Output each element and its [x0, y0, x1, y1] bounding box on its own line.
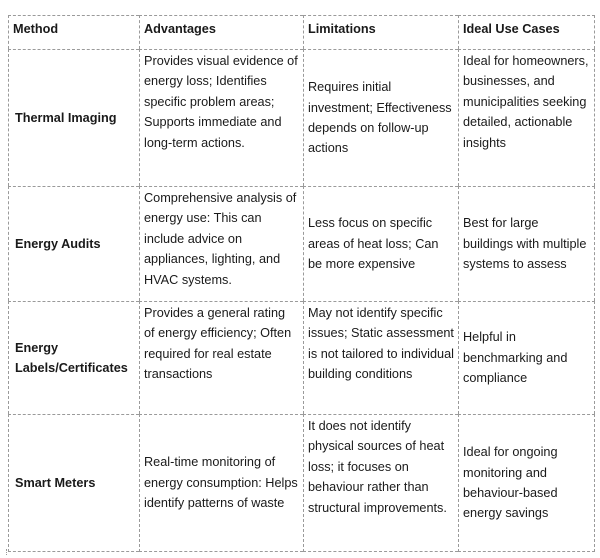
row-use-cases-thermal-imaging: Ideal for homeowners, businesses, and municipalities seeking detailed, actionable insights: [458, 49, 595, 186]
row-use-cases-energy-labels: Helpful in benchmarking and compliance: [458, 301, 595, 414]
header-method: Method: [8, 15, 139, 49]
header-ideal-use-cases: Ideal Use Cases: [458, 15, 595, 49]
row-method-thermal-imaging: Thermal Imaging: [8, 49, 139, 186]
row-limitations-smart-meters: It does not identify physical sources of heat loss; it focuses on behaviour rather than structural improvements.: [303, 414, 458, 552]
row-use-cases-energy-audits: Best for large buildings with multiple systems to assess: [458, 186, 595, 301]
row-limitations-thermal-imaging: Requires initial investment; Effectiveness depends on follow-up actions: [303, 49, 458, 186]
comparison-table: [8, 15, 595, 552]
row-advantages-thermal-imaging: Provides visual evidence of energy loss; Identifies specific problem areas; Supports immediate and long-term actions.: [139, 49, 303, 186]
row-limitations-energy-audits: Less focus on specific areas of heat loss; Can be more expensive: [303, 186, 458, 301]
header-advantages: Advantages: [139, 15, 303, 49]
row-method-smart-meters: Smart Meters: [8, 414, 139, 552]
row-method-energy-labels: Energy Labels/Certificates: [8, 301, 139, 414]
row-use-cases-smart-meters: Ideal for ongoing monitoring and behaviour-based energy savings: [458, 414, 595, 552]
row-advantages-energy-audits: Comprehensive analysis of energy use: This can include advice on appliances, lighting, and HVAC systems.: [139, 186, 303, 301]
row-advantages-energy-labels: Provides a general rating of energy efficiency; Often required for real estate transactions: [139, 301, 303, 414]
row-advantages-smart-meters: Real-time monitoring of energy consumption: Helps identify patterns of waste: [139, 414, 303, 552]
row-limitations-energy-labels: May not identify specific issues; Static assessment is not tailored to individual building conditions: [303, 301, 458, 414]
table-corner-marker: [6, 549, 8, 555]
header-limitations: Limitations: [303, 15, 458, 49]
row-method-energy-audits: Energy Audits: [8, 186, 139, 301]
